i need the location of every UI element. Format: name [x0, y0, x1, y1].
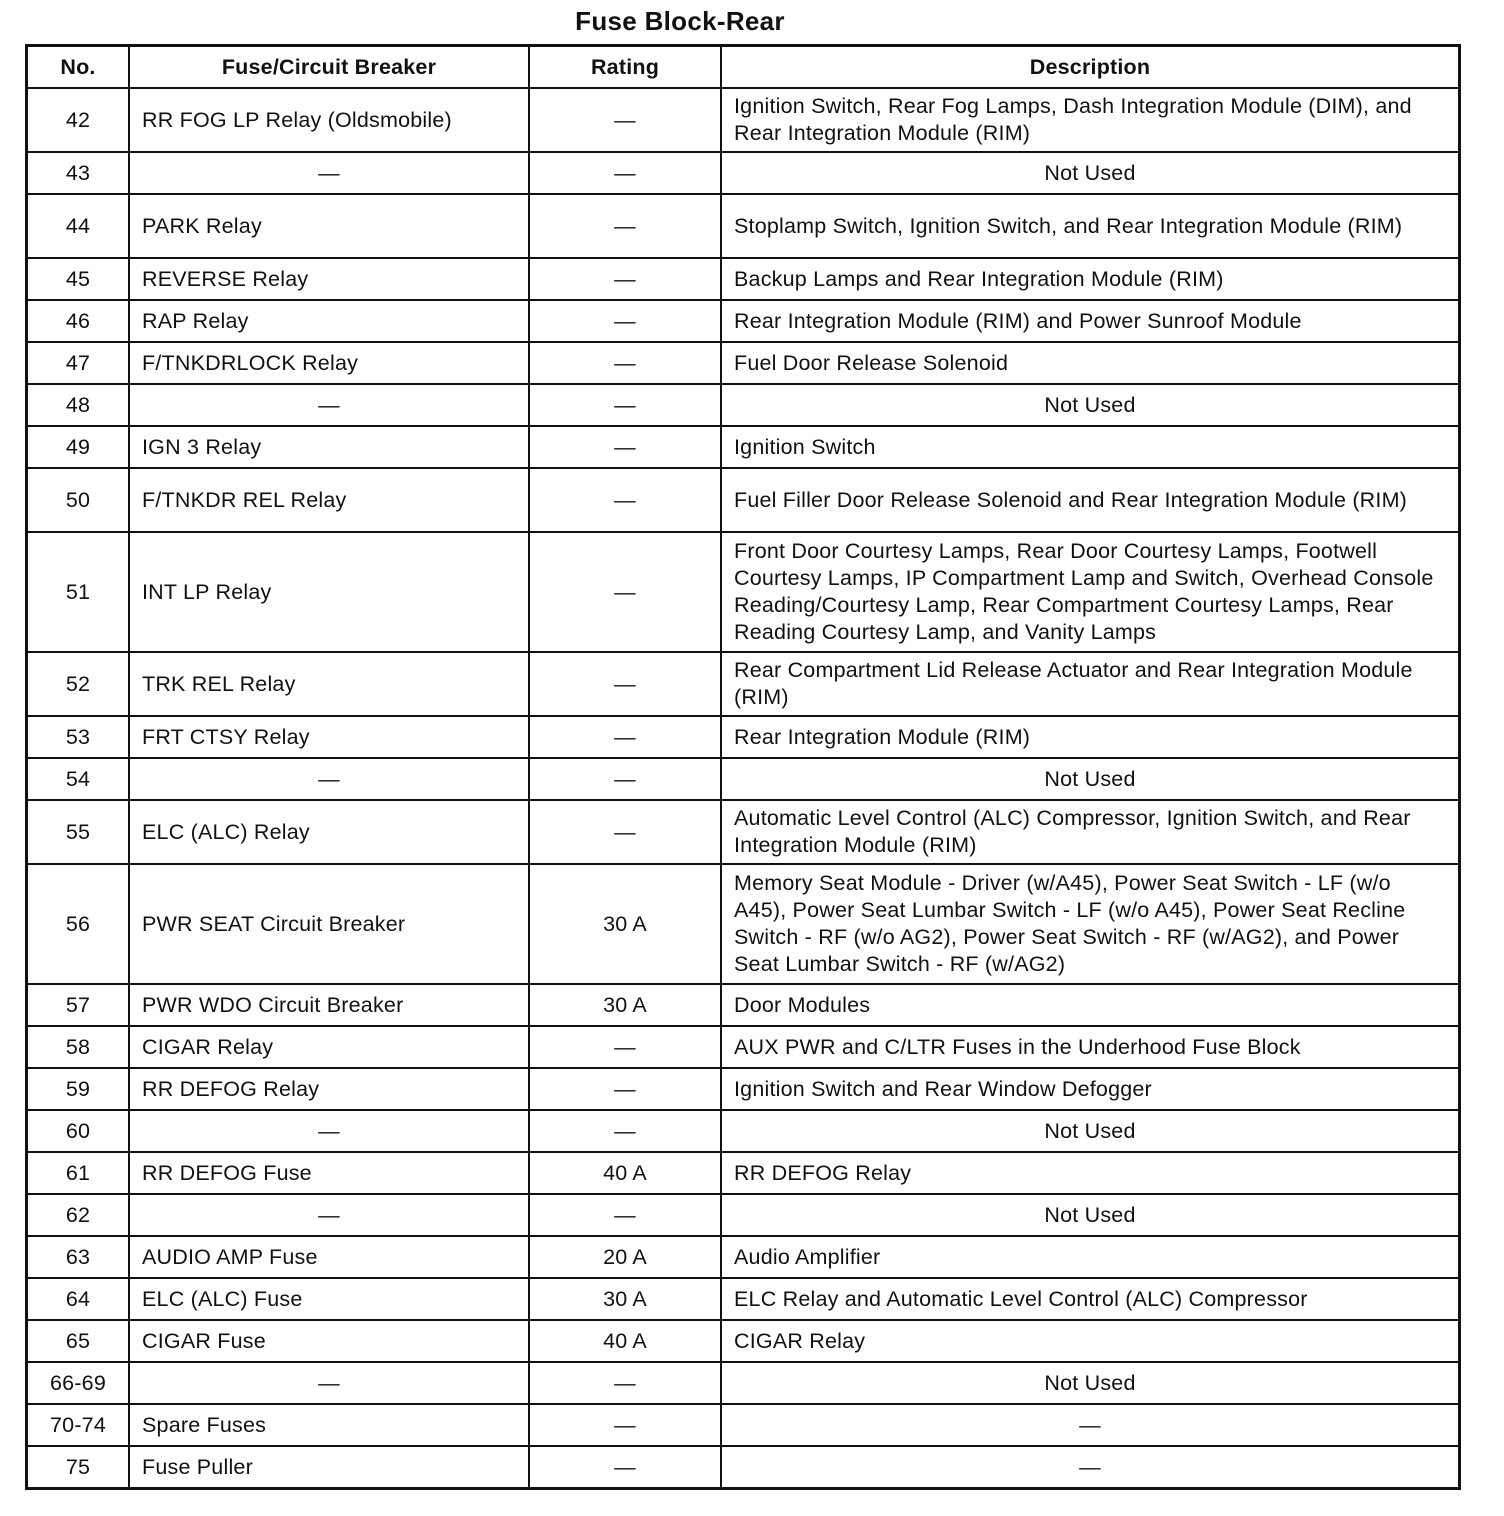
header-fuse: Fuse/Circuit Breaker — [129, 46, 529, 89]
fuse-table — [25, 44, 1461, 1490]
header-description: Description — [721, 46, 1460, 89]
cell-description: Backup Lamps and Rear Integration Module (RIM) — [721, 258, 1460, 300]
cell-rating: — — [529, 194, 721, 258]
cell-no: 62 — [27, 1194, 130, 1236]
table-row — [27, 758, 1460, 800]
cell-fuse: F/TNKDR REL Relay — [129, 468, 529, 532]
table-row — [27, 194, 1460, 258]
cell-fuse: TRK REL Relay — [129, 652, 529, 716]
table-row — [27, 800, 1460, 864]
cell-rating: — — [529, 758, 721, 800]
header-no: No. — [27, 46, 130, 89]
cell-fuse: AUDIO AMP Fuse — [129, 1236, 529, 1278]
cell-no: 42 — [27, 88, 130, 152]
cell-description: Not Used — [721, 152, 1460, 194]
table-row — [27, 1110, 1460, 1152]
cell-description: RR DEFOG Relay — [721, 1152, 1460, 1194]
cell-no: 49 — [27, 426, 130, 468]
cell-no: 54 — [27, 758, 130, 800]
cell-no: 65 — [27, 1320, 130, 1362]
cell-rating: — — [529, 1362, 721, 1404]
cell-rating: — — [529, 426, 721, 468]
cell-rating: — — [529, 1026, 721, 1068]
header-rating: Rating — [529, 46, 721, 89]
table-row — [27, 984, 1460, 1026]
cell-description: Not Used — [721, 384, 1460, 426]
cell-no: 61 — [27, 1152, 130, 1194]
cell-no: 75 — [27, 1446, 130, 1489]
cell-fuse: ELC (ALC) Relay — [129, 800, 529, 864]
table-row — [27, 300, 1460, 342]
cell-fuse: — — [129, 1194, 529, 1236]
cell-description: Rear Integration Module (RIM) — [721, 716, 1460, 758]
cell-description: Front Door Courtesy Lamps, Rear Door Courtesy Lamps, Footwell Courtesy Lamps, IP Compartment Lamp and Switch, Overhead Console Reading/Courtesy Lamp, Rear Compartment Courtesy Lamps, Rear Reading Courtesy Lamp, and Vanity Lamps — [721, 532, 1460, 652]
cell-description: — — [721, 1446, 1460, 1489]
table-row — [27, 1404, 1460, 1446]
cell-description: Ignition Switch and Rear Window Defogger — [721, 1068, 1460, 1110]
cell-rating: — — [529, 468, 721, 532]
cell-no: 47 — [27, 342, 130, 384]
cell-no: 45 — [27, 258, 130, 300]
cell-rating: — — [529, 258, 721, 300]
cell-description: — — [721, 1404, 1460, 1446]
cell-no: 52 — [27, 652, 130, 716]
cell-fuse: PWR SEAT Circuit Breaker — [129, 864, 529, 984]
table-row — [27, 152, 1460, 194]
table-row — [27, 716, 1460, 758]
cell-rating: — — [529, 152, 721, 194]
cell-description: Ignition Switch — [721, 426, 1460, 468]
cell-rating: 30 A — [529, 984, 721, 1026]
cell-no: 58 — [27, 1026, 130, 1068]
cell-description: ELC Relay and Automatic Level Control (ALC) Compressor — [721, 1278, 1460, 1320]
header-row — [27, 46, 1460, 89]
cell-fuse: — — [129, 152, 529, 194]
cell-rating: — — [529, 88, 721, 152]
cell-no: 57 — [27, 984, 130, 1026]
cell-rating: 40 A — [529, 1320, 721, 1362]
cell-no: 56 — [27, 864, 130, 984]
cell-fuse: Spare Fuses — [129, 1404, 529, 1446]
table-row — [27, 1068, 1460, 1110]
cell-description: Not Used — [721, 1194, 1460, 1236]
cell-no: 43 — [27, 152, 130, 194]
table-row — [27, 864, 1460, 984]
table-row — [27, 1152, 1460, 1194]
cell-rating: 40 A — [529, 1152, 721, 1194]
cell-description: Not Used — [721, 1110, 1460, 1152]
table-row — [27, 426, 1460, 468]
cell-no: 46 — [27, 300, 130, 342]
cell-rating: — — [529, 384, 721, 426]
table-row — [27, 1026, 1460, 1068]
cell-description: Rear Compartment Lid Release Actuator and Rear Integration Module (RIM) — [721, 652, 1460, 716]
cell-description: AUX PWR and C/LTR Fuses in the Underhood Fuse Block — [721, 1026, 1460, 1068]
cell-no: 66-69 — [27, 1362, 130, 1404]
cell-no: 50 — [27, 468, 130, 532]
cell-rating: 30 A — [529, 1278, 721, 1320]
cell-rating: — — [529, 1194, 721, 1236]
fuse-table-body — [27, 88, 1460, 1489]
table-row — [27, 384, 1460, 426]
cell-rating: — — [529, 342, 721, 384]
cell-fuse: RR DEFOG Fuse — [129, 1152, 529, 1194]
cell-description: Stoplamp Switch, Ignition Switch, and Rear Integration Module (RIM) — [721, 194, 1460, 258]
cell-no: 44 — [27, 194, 130, 258]
cell-fuse: — — [129, 384, 529, 426]
cell-fuse: FRT CTSY Relay — [129, 716, 529, 758]
cell-fuse: RR DEFOG Relay — [129, 1068, 529, 1110]
cell-description: Audio Amplifier — [721, 1236, 1460, 1278]
cell-fuse: PWR WDO Circuit Breaker — [129, 984, 529, 1026]
table-row — [27, 258, 1460, 300]
cell-no: 53 — [27, 716, 130, 758]
cell-no: 51 — [27, 532, 130, 652]
table-row — [27, 88, 1460, 152]
cell-description: Ignition Switch, Rear Fog Lamps, Dash Integration Module (DIM), and Rear Integration Module (RIM) — [721, 88, 1460, 152]
cell-no: 63 — [27, 1236, 130, 1278]
cell-rating: — — [529, 716, 721, 758]
cell-description: Fuel Filler Door Release Solenoid and Rear Integration Module (RIM) — [721, 468, 1460, 532]
page-title: Fuse Block-Rear — [575, 6, 785, 36]
table-row — [27, 1278, 1460, 1320]
cell-description: Fuel Door Release Solenoid — [721, 342, 1460, 384]
cell-fuse: F/TNKDRLOCK Relay — [129, 342, 529, 384]
table-row — [27, 342, 1460, 384]
cell-fuse: IGN 3 Relay — [129, 426, 529, 468]
cell-fuse: — — [129, 1110, 529, 1152]
cell-no: 48 — [27, 384, 130, 426]
cell-rating: — — [529, 300, 721, 342]
cell-no: 59 — [27, 1068, 130, 1110]
cell-description: Memory Seat Module - Driver (w/A45), Power Seat Switch - LF (w/o A45), Power Seat Lumbar Switch - LF (w/o A45), Power Seat Recline Switch - RF (w/o AG2), Power Seat Switch - RF (w/AG2), and Power Seat Lumbar Switch - RF (w/AG2) — [721, 864, 1460, 984]
cell-rating: 20 A — [529, 1236, 721, 1278]
table-row — [27, 1320, 1460, 1362]
cell-fuse: REVERSE Relay — [129, 258, 529, 300]
cell-description: Automatic Level Control (ALC) Compressor, Ignition Switch, and Rear Integration Module (RIM) — [721, 800, 1460, 864]
cell-rating: — — [529, 1446, 721, 1489]
cell-no: 55 — [27, 800, 130, 864]
cell-fuse: CIGAR Relay — [129, 1026, 529, 1068]
cell-description: Door Modules — [721, 984, 1460, 1026]
cell-description: Rear Integration Module (RIM) and Power Sunroof Module — [721, 300, 1460, 342]
table-row — [27, 468, 1460, 532]
cell-fuse: — — [129, 1362, 529, 1404]
cell-fuse: ELC (ALC) Fuse — [129, 1278, 529, 1320]
cell-rating: — — [529, 1404, 721, 1446]
cell-description: Not Used — [721, 758, 1460, 800]
cell-no: 70-74 — [27, 1404, 130, 1446]
cell-fuse: INT LP Relay — [129, 532, 529, 652]
cell-no: 60 — [27, 1110, 130, 1152]
cell-no: 64 — [27, 1278, 130, 1320]
cell-fuse: RAP Relay — [129, 300, 529, 342]
cell-fuse: — — [129, 758, 529, 800]
cell-description: CIGAR Relay — [721, 1320, 1460, 1362]
table-row — [27, 1362, 1460, 1404]
cell-rating: 30 A — [529, 864, 721, 984]
table-row — [27, 1446, 1460, 1489]
cell-description: Not Used — [721, 1362, 1460, 1404]
table-row — [27, 652, 1460, 716]
table-row — [27, 1236, 1460, 1278]
cell-fuse: Fuse Puller — [129, 1446, 529, 1489]
cell-rating: — — [529, 652, 721, 716]
cell-fuse: CIGAR Fuse — [129, 1320, 529, 1362]
cell-rating: — — [529, 800, 721, 864]
cell-rating: — — [529, 1068, 721, 1110]
cell-fuse: RR FOG LP Relay (Oldsmobile) — [129, 88, 529, 152]
cell-fuse: PARK Relay — [129, 194, 529, 258]
cell-rating: — — [529, 1110, 721, 1152]
table-row — [27, 1194, 1460, 1236]
cell-rating: — — [529, 532, 721, 652]
table-row — [27, 532, 1460, 652]
